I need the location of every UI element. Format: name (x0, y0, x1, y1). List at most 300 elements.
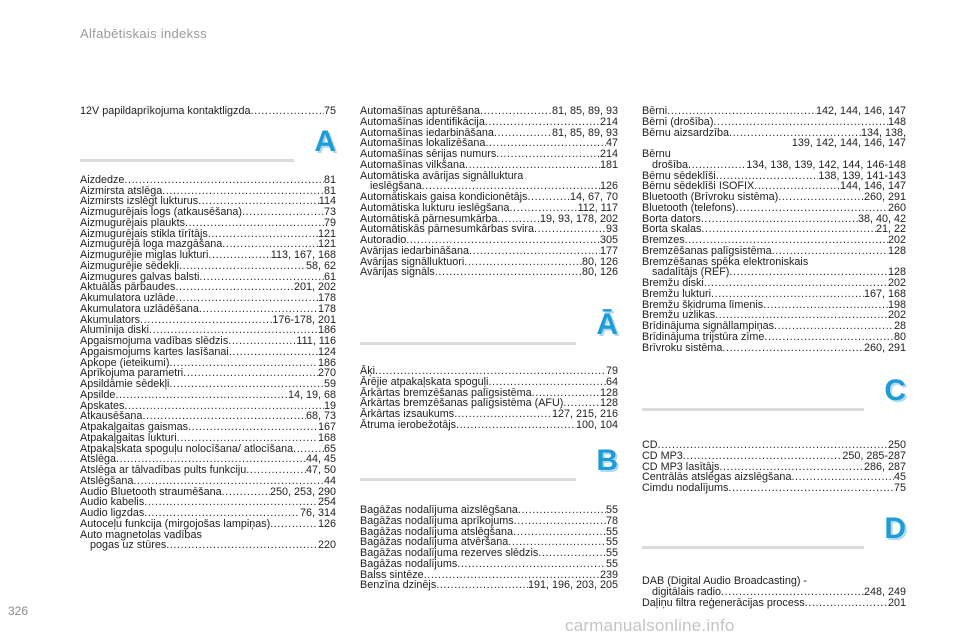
entry-term: Brīdinājuma trijstūra zīme (642, 330, 765, 343)
dot-leader (729, 267, 888, 278)
entry-pages: 178 (317, 292, 336, 304)
entry-term: Atpakaļgaitas lukturi (80, 431, 177, 444)
entry-pages: 142, 144, 146, 147 (815, 105, 906, 117)
entry-pages: 134, 138, (860, 126, 906, 139)
entry-term: Alumīnija diski (80, 324, 150, 337)
entry-pages: 305 (599, 234, 618, 246)
entry-term-continued: drošība (652, 158, 689, 171)
entry-pages: 111, 116 (296, 335, 336, 347)
entry-term: Automātiska avārijas signālluktura (360, 169, 524, 182)
entry-pages: 81 (323, 173, 336, 186)
entry-term: Atslēga ar tālvadības pults funkciju (80, 464, 247, 476)
index-entry (80, 304, 336, 315)
entry-term: Aizmirsta atslēga (80, 184, 163, 197)
entry-pages: 181 (599, 158, 618, 171)
entry-pages: 286, 287 (863, 460, 906, 473)
entry-term: Aizmugurējā loga mazgāšana (80, 238, 223, 251)
index-entry (80, 519, 336, 530)
entry-pages: 202 (887, 277, 906, 289)
entry-pages: 81, 85, 89, 93 (551, 126, 618, 139)
dot-leader (704, 278, 888, 289)
entry-term: Atslēgšana (80, 474, 134, 487)
entry-term: Bagāžas nodalījuma atslēgšana (360, 525, 514, 538)
dot-leader (469, 246, 600, 257)
entry-pages: 19 (323, 399, 336, 412)
index-entry (642, 576, 906, 598)
dot-leader (480, 106, 552, 117)
entry-pages: 186 (317, 356, 336, 369)
index-entry (642, 203, 906, 214)
entry-term: Automašīnas sērijas numurs (360, 148, 497, 160)
dot-leader (496, 149, 600, 160)
entry-term: Bagāžas nodalījuma rezerves slēdzis (360, 547, 539, 559)
section-header-a-macron (360, 308, 618, 356)
entry-term: Aizmugurējais plaukts (80, 216, 186, 229)
entry-term: Apsilde (80, 388, 116, 401)
index-group-d (642, 576, 906, 608)
entry-term: Aizmugurējie miglas lukturi (80, 249, 209, 261)
entry-pages: 191, 196, 203, 205 (527, 579, 618, 592)
entry-pages: 19, 93, 178, 202 (539, 212, 618, 225)
entry-term: Bērnu (642, 148, 671, 160)
entry-pages: 126 (317, 517, 336, 530)
entry-pages: 14, 67, 70 (569, 191, 618, 203)
section-letter-a: A (314, 124, 336, 158)
entry-pages: 21, 22 (875, 223, 906, 236)
index-entry (360, 516, 618, 527)
entry-pages: 260, 291 (863, 191, 906, 203)
entry-term: Automašīnas iedarbināšana (360, 126, 494, 139)
entry-pages: 73 (323, 206, 336, 218)
entry-term: Atslēga (80, 453, 117, 466)
index-entry (360, 580, 618, 591)
entry-pages: 128 (599, 397, 618, 410)
index-entry (80, 261, 336, 272)
dot-leader (199, 304, 318, 315)
entry-term: Aizmirsts izslēgt lukturus (80, 195, 199, 208)
entry-pages: 260, 291 (863, 341, 906, 354)
entry-term: Bluetooth (telefons) (642, 201, 736, 214)
entry-pages: 79 (605, 365, 618, 377)
dot-leader (711, 289, 864, 300)
section-header-b (360, 444, 618, 492)
entry-term: Akumulators (80, 313, 141, 326)
entry-term: Atpakaļskata spoguļu nolocīšana/ atlocīšana (80, 442, 294, 455)
entry-pages: 128 (599, 386, 618, 399)
section-letter-c: C (884, 374, 906, 407)
dot-leader (124, 175, 324, 186)
index-entry (80, 433, 336, 444)
entry-pages: 81 (323, 184, 336, 197)
entry-pages: 270 (317, 367, 336, 380)
entry-term: Automātiskais gaisa kondicionētājs (360, 191, 528, 203)
entry-pages: 214 (599, 148, 618, 160)
section-divider (642, 408, 864, 411)
index-entry (80, 444, 336, 455)
entry-pages: 112, 117 (577, 201, 618, 214)
entry-pages: 250, 285-287 (842, 449, 906, 462)
index-entry (642, 246, 906, 257)
entry-term: Cimdu nodalījums (642, 482, 729, 494)
entry-pages: 55 (605, 557, 618, 570)
entry-term: Automašīnas lokalizēšana (360, 137, 486, 150)
dot-leader (179, 261, 306, 272)
entry-term: Ātruma ierobežotājs (360, 418, 457, 431)
dot-leader (518, 505, 606, 516)
dot-leader (728, 483, 894, 494)
section-divider (360, 478, 576, 481)
dot-leader (805, 598, 888, 609)
entry-term: Brīdinājuma signāllampiņas (642, 320, 775, 332)
index-entry (642, 117, 906, 128)
entry-pages: 250 (887, 439, 906, 451)
entry-term-continued: digitālais radio (652, 585, 722, 598)
dot-leader (270, 519, 318, 530)
entry-pages: 75 (323, 105, 336, 117)
entry-pages: 177 (599, 244, 618, 257)
entry-term: Aizmugurējie sēdekļi (80, 259, 180, 272)
dot-leader (208, 250, 270, 261)
dot-leader (701, 214, 858, 225)
entry-term: Bagāžas nodalījuma aizslēgšana (360, 504, 518, 516)
entry-pages: 134, 138, 139, 142, 144, 146-148 (746, 158, 906, 171)
entry-term: Atpakaļgaitas gaismas (80, 421, 189, 433)
index-entry (80, 106, 336, 117)
dot-leader (183, 368, 318, 379)
entry-term: Audio ligzdas (80, 507, 145, 519)
entry-pages: 44, 45 (305, 453, 336, 466)
entry-term: Apsildāmie sēdekļi (80, 378, 170, 390)
index-entry (360, 267, 618, 278)
entry-pages: 148 (887, 115, 906, 128)
entry-pages: 79 (323, 216, 336, 229)
entry-term: Brīvroku sistēma (642, 341, 723, 354)
entry-term: Automašīnas identifikācija (360, 115, 485, 128)
entry-term-continued: ieslēgšana (370, 180, 422, 193)
index-entry (642, 289, 906, 300)
entry-term: Apskates (80, 399, 125, 412)
entry-term: Bremžu lukturi (642, 287, 711, 300)
entry-term: Bremzēšanas palīgsistēma (642, 244, 772, 257)
entry-pages: 124 (317, 345, 336, 358)
index-group-b (360, 505, 618, 591)
entry-term: Centrālās atslēgas aizslēgšana (642, 471, 792, 484)
entry-pages: 168 (317, 431, 336, 444)
entry-pages: 80, 126 (581, 266, 618, 279)
entry-term: Bremžu uzlikas (642, 309, 716, 322)
index-entry (642, 451, 906, 462)
entry-term: CD MP3 (642, 449, 683, 462)
index-entry (80, 347, 336, 358)
entry-pages: 47 (605, 137, 618, 150)
entry-term: Bremzēšanas spēka elektroniskais (642, 255, 809, 268)
entry-term: Ārējie atpakaļskata spoguļi (360, 375, 489, 388)
entry-term: Ārkārtas izsaukums (360, 408, 455, 420)
entry-term: Apgaismojums kartes lasīšanai (80, 345, 229, 358)
dot-leader (494, 128, 552, 139)
entry-pages: 100, 104 (575, 418, 618, 431)
index-entry (642, 598, 906, 609)
entry-pages: 68, 73 (305, 410, 336, 423)
entry-pages: 198 (887, 298, 906, 311)
dot-leader (514, 516, 606, 527)
entry-pages: 201, 202 (293, 281, 336, 294)
index-group-c (642, 440, 906, 494)
dot-leader (454, 409, 552, 420)
dot-leader (713, 117, 888, 128)
dot-leader (188, 422, 318, 433)
dot-leader (133, 476, 324, 487)
entry-pages: 61 (323, 270, 336, 283)
index-entry (360, 160, 618, 171)
entry-pages: 121 (317, 227, 336, 240)
entry-pages: 55 (605, 504, 618, 516)
dot-leader (721, 587, 864, 598)
entry-term: Apgaismojuma vadības slēdzis (80, 335, 229, 347)
entry-term: Automātiska lukturu ieslēgšana (360, 201, 510, 214)
index-entry (642, 483, 906, 494)
index-entry (360, 117, 618, 128)
section-letter-a-macron: Ā (596, 308, 618, 341)
section-header-c (642, 374, 906, 422)
dot-leader (246, 465, 306, 476)
dot-leader (485, 138, 606, 149)
entry-pages: 59 (323, 378, 336, 390)
entry-pages: 250, 253, 290 (269, 485, 336, 498)
entry-term: Bagāžas nodalījuma atvēršana (360, 536, 509, 549)
dot-leader (778, 192, 864, 203)
dot-leader (774, 321, 894, 332)
entry-pages: 214 (599, 115, 618, 128)
entry-term: Bagāžas nodalījums (360, 557, 458, 570)
entry-term: Ārkārtas bremzēšanas palīgsistēma (AFU) (360, 397, 564, 410)
dot-leader (538, 548, 606, 559)
entry-term: Daļiņu filtra reģenerācijas process (642, 596, 805, 609)
entry-term: Bērnu sēdeklīši ISOFIX (642, 180, 755, 193)
dot-leader (464, 257, 582, 268)
entry-term: Audio Bluetooth straumēšana (80, 485, 222, 498)
entry-term: Akumulatora uzlāde (80, 292, 176, 304)
entry-term: Aizmugures galvas balsti (80, 270, 200, 283)
dot-leader (457, 559, 606, 570)
index-entry (360, 559, 618, 570)
dot-leader (465, 160, 600, 171)
dot-leader (488, 377, 606, 388)
index-entry (642, 149, 906, 171)
entry-term: Aprīkojuma parametri (80, 367, 184, 380)
index-entry (360, 171, 618, 193)
entry-term: Akumulatora uzlādēšana (80, 302, 199, 315)
entry-term: Bremžu diski (642, 277, 704, 289)
entry-pages: 76, 314 (299, 507, 336, 519)
index-entry (360, 203, 618, 214)
page-header-title: Alfabētiskais indekss (80, 26, 207, 41)
dot-leader (688, 160, 746, 171)
entry-pages: 58, 62 (305, 259, 336, 272)
entry-pages-continued: 139, 142, 144, 146, 147 (791, 137, 906, 150)
entry-term: Bērni (drošība) (642, 115, 714, 128)
dot-leader (683, 451, 843, 462)
dot-leader (513, 527, 606, 538)
entry-term: Automātiskās pārnesumkārbas svira (360, 223, 535, 236)
dot-leader (228, 336, 296, 347)
entry-term: Aizmugurējais stikla tīrītājs (80, 227, 208, 240)
entry-pages: 45 (893, 471, 906, 484)
dot-leader (485, 117, 600, 128)
entry-pages: 75 (893, 482, 906, 494)
dot-leader (701, 224, 876, 235)
entry-pages: 239 (599, 568, 618, 581)
entry-pages: 126 (599, 180, 618, 193)
entry-pages: 65 (323, 442, 336, 455)
dot-leader (250, 106, 324, 117)
index-column-3 (642, 105, 906, 609)
dot-leader (534, 224, 606, 235)
entry-pages: 254 (317, 496, 336, 509)
entry-term: Avārijas iedarbināšana (360, 244, 470, 257)
dot-leader (509, 203, 577, 214)
entry-pages: 186 (317, 324, 336, 337)
dot-leader (166, 540, 318, 551)
entry-term: Atkausēšana (80, 410, 143, 423)
entry-pages: 167 (317, 421, 336, 433)
entry-term: Apkope (ieteikumi) (80, 356, 170, 369)
entry-pages: 128 (887, 244, 906, 257)
dot-leader (435, 267, 582, 278)
dot-leader (722, 343, 864, 354)
dot-leader (169, 358, 318, 369)
index-entry (80, 175, 336, 186)
entry-term: Āķi (360, 365, 375, 377)
index-entry (80, 390, 336, 401)
entry-term: Aizmugurējais logs (atkausēšana) (80, 206, 243, 218)
index-entry (642, 257, 906, 279)
entry-pages: 202 (887, 309, 906, 322)
entry-term-continued: pogas uz stūres (90, 539, 167, 552)
entry-pages: 220 (317, 539, 336, 552)
index-group-a-continued (360, 106, 618, 278)
index-group-a-macron (360, 366, 618, 431)
entry-pages: 248, 249 (863, 585, 906, 598)
index-group-b-continued (642, 106, 906, 353)
entry-term: Automātiskā pārnesumkārba (360, 212, 498, 225)
entry-term: Avārijas signālluktuori (360, 255, 465, 268)
section-letter-d: D (884, 512, 906, 545)
entry-pages: 260 (887, 201, 906, 214)
entry-term: Balss sintēze (360, 568, 424, 581)
index-entry (80, 218, 336, 229)
index-entry (360, 246, 618, 257)
index-column-1 (80, 106, 336, 551)
entry-term: Aktuālās pārbaudes (80, 281, 176, 294)
entry-term: Bluetooth (Brīvroku sistēma) (642, 191, 779, 203)
dot-leader (527, 192, 570, 203)
entry-term: Bagāžas nodalījuma aprīkojums (360, 514, 514, 527)
dot-leader (144, 497, 318, 508)
index-column-2 (360, 105, 618, 592)
entry-pages: 55 (605, 536, 618, 549)
dot-leader (242, 207, 324, 218)
entry-term: Bērnu aizsardzība (642, 126, 730, 139)
entry-pages: 14, 19, 68 (287, 388, 336, 401)
page-number: 326 (8, 604, 29, 618)
dot-leader (124, 401, 324, 412)
section-header-d (642, 512, 906, 560)
entry-term: Auto magnetolas vadības (80, 528, 202, 541)
entry-term: CD (642, 439, 658, 451)
index-entry (80, 530, 336, 552)
entry-pages: 80, 126 (581, 255, 618, 268)
entry-term: Bremžu šķidruma līmenis (642, 298, 764, 311)
entry-pages: 64 (605, 375, 618, 388)
dot-leader (436, 580, 528, 591)
entry-term: Automašīnas vilkšana (360, 158, 466, 171)
dot-leader (736, 203, 888, 214)
dot-leader (229, 347, 318, 358)
entry-pages: 55 (605, 547, 618, 559)
entry-term: Autoceļu funkcija (mirgojošas lampiņas) (80, 517, 271, 530)
entry-term: Borta dators (642, 212, 701, 225)
entry-pages: 202 (887, 234, 906, 246)
section-letter-b: B (596, 444, 618, 477)
entry-pages: 138, 139, 141-143 (818, 169, 906, 182)
entry-pages: 93 (605, 223, 618, 236)
dot-leader (208, 229, 318, 240)
watermark-text: carmanualsonline.info (565, 616, 735, 635)
entry-pages: 44 (323, 474, 336, 487)
entry-pages: 144, 146, 147 (839, 180, 906, 193)
index-entry (360, 377, 618, 388)
dot-leader (763, 300, 888, 311)
dot-leader (791, 472, 894, 483)
entry-pages: 121 (317, 238, 336, 251)
index-group-pre-a (80, 106, 336, 117)
section-header-a (80, 124, 336, 173)
entry-term: Bremzes (642, 234, 685, 246)
dot-leader (222, 487, 270, 498)
section-divider (80, 159, 294, 162)
index-entry (642, 343, 906, 354)
entry-pages: 128 (887, 266, 906, 279)
dot-leader (115, 390, 288, 401)
entry-pages: 114 (318, 195, 336, 208)
entry-term: Benzīna dzinējs (360, 579, 437, 592)
entry-pages: 55 (605, 525, 618, 538)
index-entry (80, 476, 336, 487)
dot-leader (772, 246, 888, 257)
section-divider (642, 546, 864, 549)
index-entry (642, 128, 906, 150)
entry-pages: 113, 167, 168 (270, 249, 336, 261)
section-divider (360, 342, 576, 345)
index-entry (642, 332, 906, 343)
entry-term: DAB (Digital Audio Broadcasting) - (642, 575, 808, 587)
index-entry (360, 420, 618, 431)
entry-term: Autoradio (360, 234, 407, 246)
entry-term: 12V papildaprīkojuma kontaktligzda (80, 105, 251, 117)
entry-pages: 176-178, 201 (272, 313, 336, 326)
entry-pages: 47, 50 (305, 464, 336, 476)
entry-term: Bērni (642, 105, 668, 117)
entry-term: Automašīnas apturēšana (360, 105, 481, 117)
dot-leader (177, 433, 318, 444)
entry-pages: 201 (887, 596, 906, 609)
entry-term: CD MP3 lasītājs (642, 460, 720, 473)
dot-leader (764, 332, 894, 343)
entry-pages: 38, 40, 42 (857, 212, 906, 225)
entry-term: Bērnu sēdeklīši (642, 169, 716, 182)
entry-term: Ārkārtas bremzēšanas palīgsistēma (360, 386, 532, 399)
